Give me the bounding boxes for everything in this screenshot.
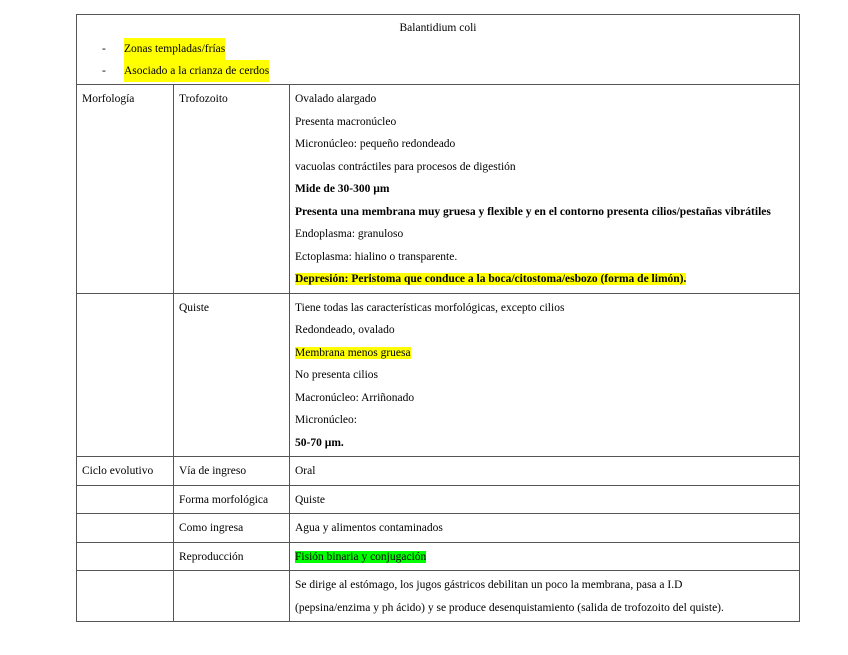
quiste-row — [77, 293, 800, 457]
description-line-highlighted: Depresión: Peristoma que conduce a la boca/citostoma/esbozo (forma de limón). — [295, 273, 687, 285]
description-line-highlighted: Membrana menos gruesa — [295, 346, 411, 359]
description-line: Endoplasma: granuloso — [295, 228, 404, 240]
description-line: Redondeado, ovalado — [295, 324, 395, 336]
bullet-text: Zonas templadas/frías — [124, 38, 225, 60]
trofozoito-label: Trofozoito — [174, 85, 290, 294]
description-line: Ovalado alargado — [295, 93, 377, 105]
bullet-item: - Asociado a la crianza de cerdos — [82, 60, 794, 82]
ciclo-key: Forma morfológica — [174, 485, 290, 514]
ciclo-row — [77, 514, 800, 543]
ciclo-key: Vía de ingreso — [174, 457, 290, 486]
quiste-description — [290, 293, 800, 457]
ciclo-key: Reproducción — [174, 542, 290, 571]
description-line: Micronúcleo: pequeño redondeado — [295, 138, 456, 150]
ciclo-label: Ciclo evolutivo — [77, 457, 174, 486]
ciclo-row — [77, 542, 800, 571]
ciclo-value-highlighted: Fisión binaria y conjugación — [295, 550, 427, 563]
description-line: Micronúcleo: — [295, 414, 357, 426]
document-title: Balantidium coli — [399, 22, 477, 34]
final-row — [77, 571, 800, 622]
description-line: Mide de 30-300 µm — [295, 183, 390, 195]
ciclo-key: Como ingresa — [174, 514, 290, 543]
description-line: Presenta macronúcleo — [295, 115, 397, 128]
description-line: Tiene todas las características morfológicas, excepto cilios — [295, 301, 565, 314]
trofozoito-row — [77, 85, 800, 294]
ciclo-value: Quiste — [290, 485, 800, 514]
description-line: (pepsina/enzima y ph ácido) y se produce desenquistamiento (salida de trofozoito del quiste). — [295, 601, 724, 614]
morfologia-label: Morfología — [77, 85, 174, 294]
title-row — [77, 15, 800, 85]
final-description — [290, 571, 800, 622]
ciclo-value: Agua y alimentos contaminados — [290, 514, 800, 543]
bullet-text: Asociado a la crianza de cerdos — [124, 60, 269, 82]
description-line: Ectoplasma: hialino o transparente. — [295, 250, 458, 263]
ciclo-row — [77, 457, 800, 486]
quiste-label: Quiste — [174, 293, 290, 457]
description-line: Se dirige al estómago, los jugos gástricos debilitan un poco la membrana, pasa a I.D — [295, 579, 683, 591]
description-line: Presenta una membrana muy gruesa y flexible y en el contorno presenta cilios/pestañas vibrátiles — [295, 205, 771, 218]
bullet-item: - Zonas templadas/frías — [82, 38, 794, 60]
balantidium-table — [76, 14, 800, 622]
description-line: No presenta cilios — [295, 369, 379, 381]
description-line: Macronúcleo: Arriñonado — [295, 391, 415, 404]
trofozoito-description — [290, 85, 800, 294]
ciclo-value: Oral — [290, 457, 800, 486]
ciclo-row — [77, 485, 800, 514]
description-line: 50-70 µm. — [295, 436, 344, 449]
description-line: vacuolas contráctiles para procesos de digestión — [295, 160, 516, 173]
